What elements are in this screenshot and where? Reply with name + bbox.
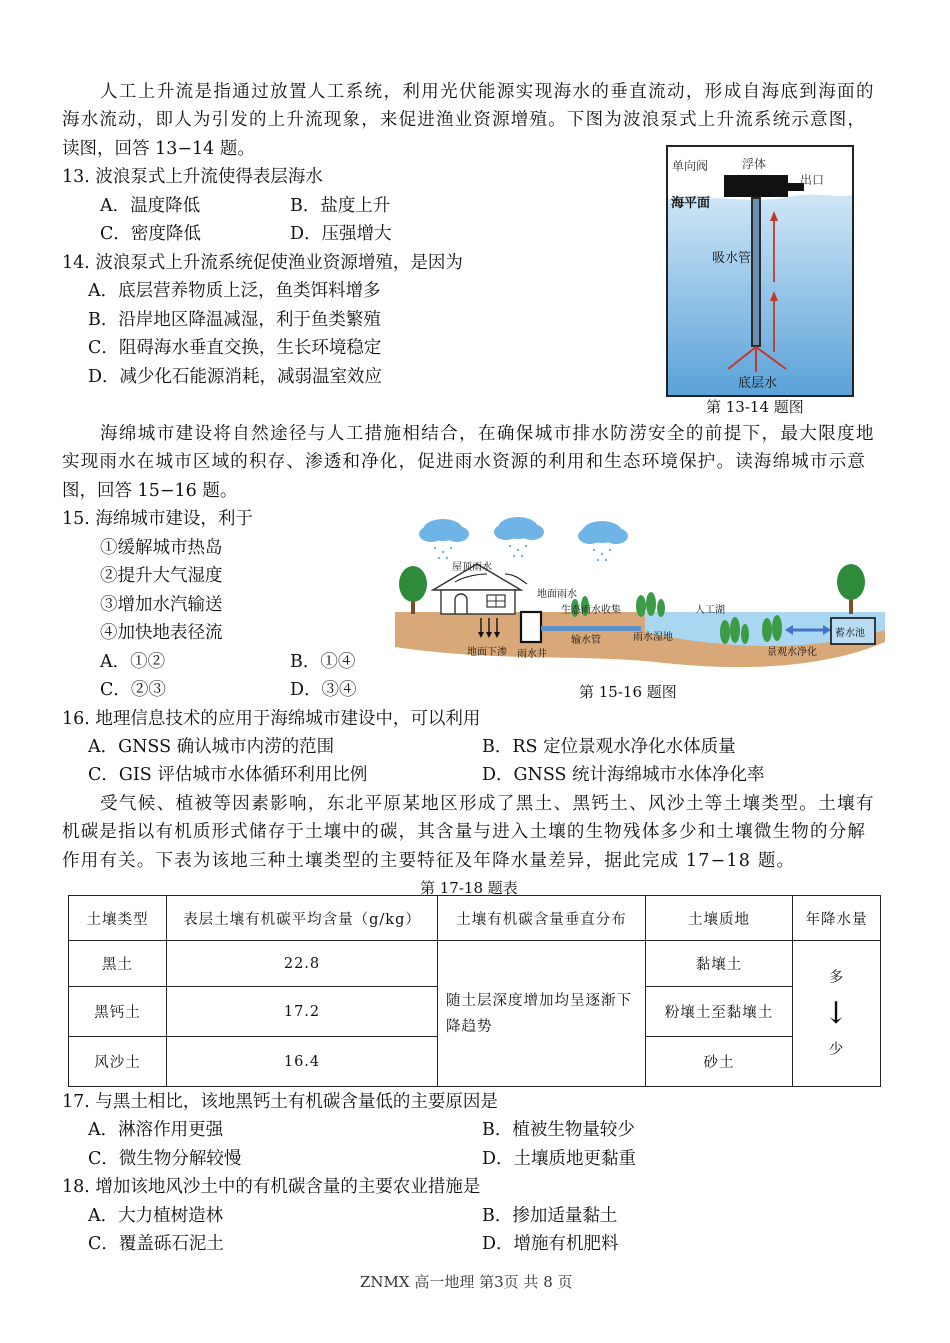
q18-stem: 18. 增加该地风沙土中的有机碳含量的主要农业措施是 — [62, 1177, 481, 1197]
soil-table — [68, 895, 881, 1087]
well-label: 雨水井 — [517, 649, 547, 660]
pipe-label: 吸水管 — [712, 251, 752, 266]
rain-arrow-icon: ↓ — [823, 995, 850, 1031]
table-cell-rain — [793, 941, 881, 1087]
page-footer: ZNMX 高一地理 第3页 共 8 页 — [360, 1273, 573, 1291]
ground-rain-label: 地面雨水 — [537, 589, 577, 600]
q15-option-b: B．①④ — [290, 652, 356, 672]
table-cell-texture: 砂土 — [646, 1037, 793, 1087]
table-cell-type: 风沙土 — [69, 1037, 167, 1087]
table-header-type: 土壤类型 — [69, 896, 167, 941]
table-header-vertical: 土壤有机碳含量垂直分布 — [438, 896, 646, 941]
house — [441, 590, 515, 614]
rain-low: 少 — [828, 1041, 845, 1058]
outlet-label: 出口 — [800, 173, 825, 187]
intro3-line2: 机碳是指以有机质形式储存于土壤中的碳，其含量与进入土壤的生物残体多少和土壤微生物的分解 — [62, 822, 867, 842]
q17-option-d: D．土壤质地更黏重 — [482, 1149, 637, 1169]
intro1-line3: 读图，回答 13−14 题。 — [62, 139, 255, 159]
table-cell-carbon: 17.2 — [167, 987, 438, 1037]
table-cell-type: 黑钙土 — [69, 987, 167, 1037]
q14-option-b: B．沿岸地区降温减湿，利于鱼类繁殖 — [88, 310, 381, 330]
q16-option-d: D．GNSS 统计海绵城市水体净化率 — [482, 765, 765, 785]
sponge-city-diagram — [395, 512, 885, 677]
table-header-texture: 土壤质地 — [646, 896, 793, 941]
q13-option-d: D．压强增大 — [290, 224, 392, 244]
sea-level-label: 海平面 — [671, 196, 711, 211]
vertical-text: 随土层深度增加均呈逐渐下降趋势 — [446, 992, 632, 1035]
q17-option-a: A．淋溶作用更强 — [88, 1120, 224, 1140]
q14-stem: 14. 波浪泵式上升流系统促使渔业资源增殖，是因为 — [62, 253, 463, 273]
intro1-line1: 人工上升流是指通过放置人工系统，利用光伏能源实现海水的垂直流动，形成自海底到海面的 — [100, 82, 875, 102]
q18-option-a: A．大力植树造林 — [88, 1206, 224, 1226]
q16-option-c: C．GIS 评估城市水体循环利用比例 — [88, 765, 368, 785]
table-caption: 第 17-18 题表 — [420, 879, 518, 897]
q18-option-c: C．覆盖砾石泥土 — [88, 1234, 224, 1254]
intro3-line3: 作用有关。下表为该地三种土壤类型的主要特征及年降水量差异，据此完成 17−18 题。 — [62, 851, 796, 871]
q14-option-a: A．底层营养物质上泛，鱼类饵料增多 — [88, 281, 381, 301]
pipe-label: 输水管 — [571, 635, 601, 646]
q15-option-c: C．②③ — [100, 680, 166, 700]
intro1-line2: 海水流动，即人为引发的上升流现象，来促进渔业资源增殖。下图为波浪泵式上升流系统示意图， — [62, 110, 867, 130]
table-cell-texture: 黏壤土 — [646, 941, 793, 987]
table-cell-type: 黑土 — [69, 941, 167, 987]
intro2-line3: 图，回答 15−16 题。 — [62, 481, 238, 501]
upwelling-diagram — [666, 145, 854, 397]
q15-statement-4: ④加快地表径流 — [100, 623, 223, 643]
q13-option-b: B．盐度上升 — [290, 196, 391, 216]
float-label: 浮体 — [742, 157, 767, 171]
table-header-rain: 年降水量 — [793, 896, 881, 941]
q15-option-a: A．①② — [100, 652, 166, 672]
cloud-icon — [419, 517, 628, 544]
q15-stem: 15. 海绵城市建设，利于 — [62, 509, 253, 529]
intro2-line2: 实现雨水在城市区域的积存、渗透和净化，促进雨水资源的利用和生态环境保护。读海绵城市示意 — [62, 452, 867, 472]
intro2-line1: 海绵城市建设将自然途径与人工措施相结合，在确保城市排水防涝安全的前提下，最大限度地 — [100, 424, 875, 444]
q16-stem: 16. 地理信息技术的应用于海绵城市建设中，可以利用 — [62, 709, 481, 729]
q16-option-a: A．GNSS 确认城市内涝的范围 — [88, 737, 335, 757]
fig2-caption: 第 15-16 题图 — [579, 683, 677, 701]
q13-stem: 13. 波浪泵式上升流使得表层海水 — [62, 167, 323, 187]
q13-option-a: A．温度降低 — [100, 196, 201, 216]
table-cell-texture: 粉壤土至黏壤土 — [646, 987, 793, 1037]
q18-option-b: B．掺加适量黏土 — [482, 1206, 618, 1226]
bottom-water-label: 底层水 — [738, 376, 778, 391]
q18-option-d: D．增施有机肥料 — [482, 1234, 619, 1254]
q17-option-c: C．微生物分解较慢 — [88, 1149, 242, 1169]
q13-option-c: C．密度降低 — [100, 224, 201, 244]
q15-statement-1: ①缓解城市热岛 — [100, 538, 223, 558]
table-cell-vertical — [438, 941, 646, 1087]
intro3-line1: 受气候、植被等因素影响，东北平原某地区形成了黑土、黑钙土、风沙土等土壤类型。土壤有 — [100, 794, 875, 814]
table-header-carbon: 表层土壤有机碳平均含量（g/kg） — [167, 896, 438, 941]
q15-option-d: D．③④ — [290, 680, 357, 700]
lake-label: 人工湖 — [695, 605, 725, 616]
table-cell-carbon: 16.4 — [167, 1037, 438, 1087]
fig1-caption: 第 13-14 题图 — [706, 398, 804, 416]
eco-collect-label: 生态雨水收集 — [561, 605, 621, 616]
q17-option-b: B．植被生物量较少 — [482, 1120, 635, 1140]
outlet-pipe — [768, 183, 804, 191]
pool-label: 蓄水池 — [835, 628, 865, 639]
valve-label: 单向阀 — [672, 159, 709, 173]
q17-stem: 17. 与黑土相比，该地黑钙土有机碳含量低的主要原因是 — [62, 1092, 498, 1112]
q14-option-d: D．减少化石能源消耗，减弱温室效应 — [88, 367, 383, 387]
q15-statement-2: ②提升大气湿度 — [100, 566, 223, 586]
q16-option-b: B．RS 定位景观水净化水体质量 — [482, 737, 736, 757]
infiltrate-label: 地面下渗 — [467, 647, 507, 658]
rain-well — [521, 612, 541, 642]
pipe-interior — [753, 199, 759, 345]
rain-high: 多 — [828, 969, 845, 986]
roof-rain-label: 屋顶雨水 — [452, 562, 492, 573]
q14-option-c: C．阻碍海水垂直交换，生长环境稳定 — [88, 338, 382, 358]
upwelling-svg — [668, 147, 852, 395]
purify-label: 景观水净化 — [767, 647, 817, 658]
q15-statement-3: ③增加水汽输送 — [100, 595, 223, 615]
wetland-label: 雨水湿地 — [633, 632, 673, 643]
table-cell-carbon: 22.8 — [167, 941, 438, 987]
